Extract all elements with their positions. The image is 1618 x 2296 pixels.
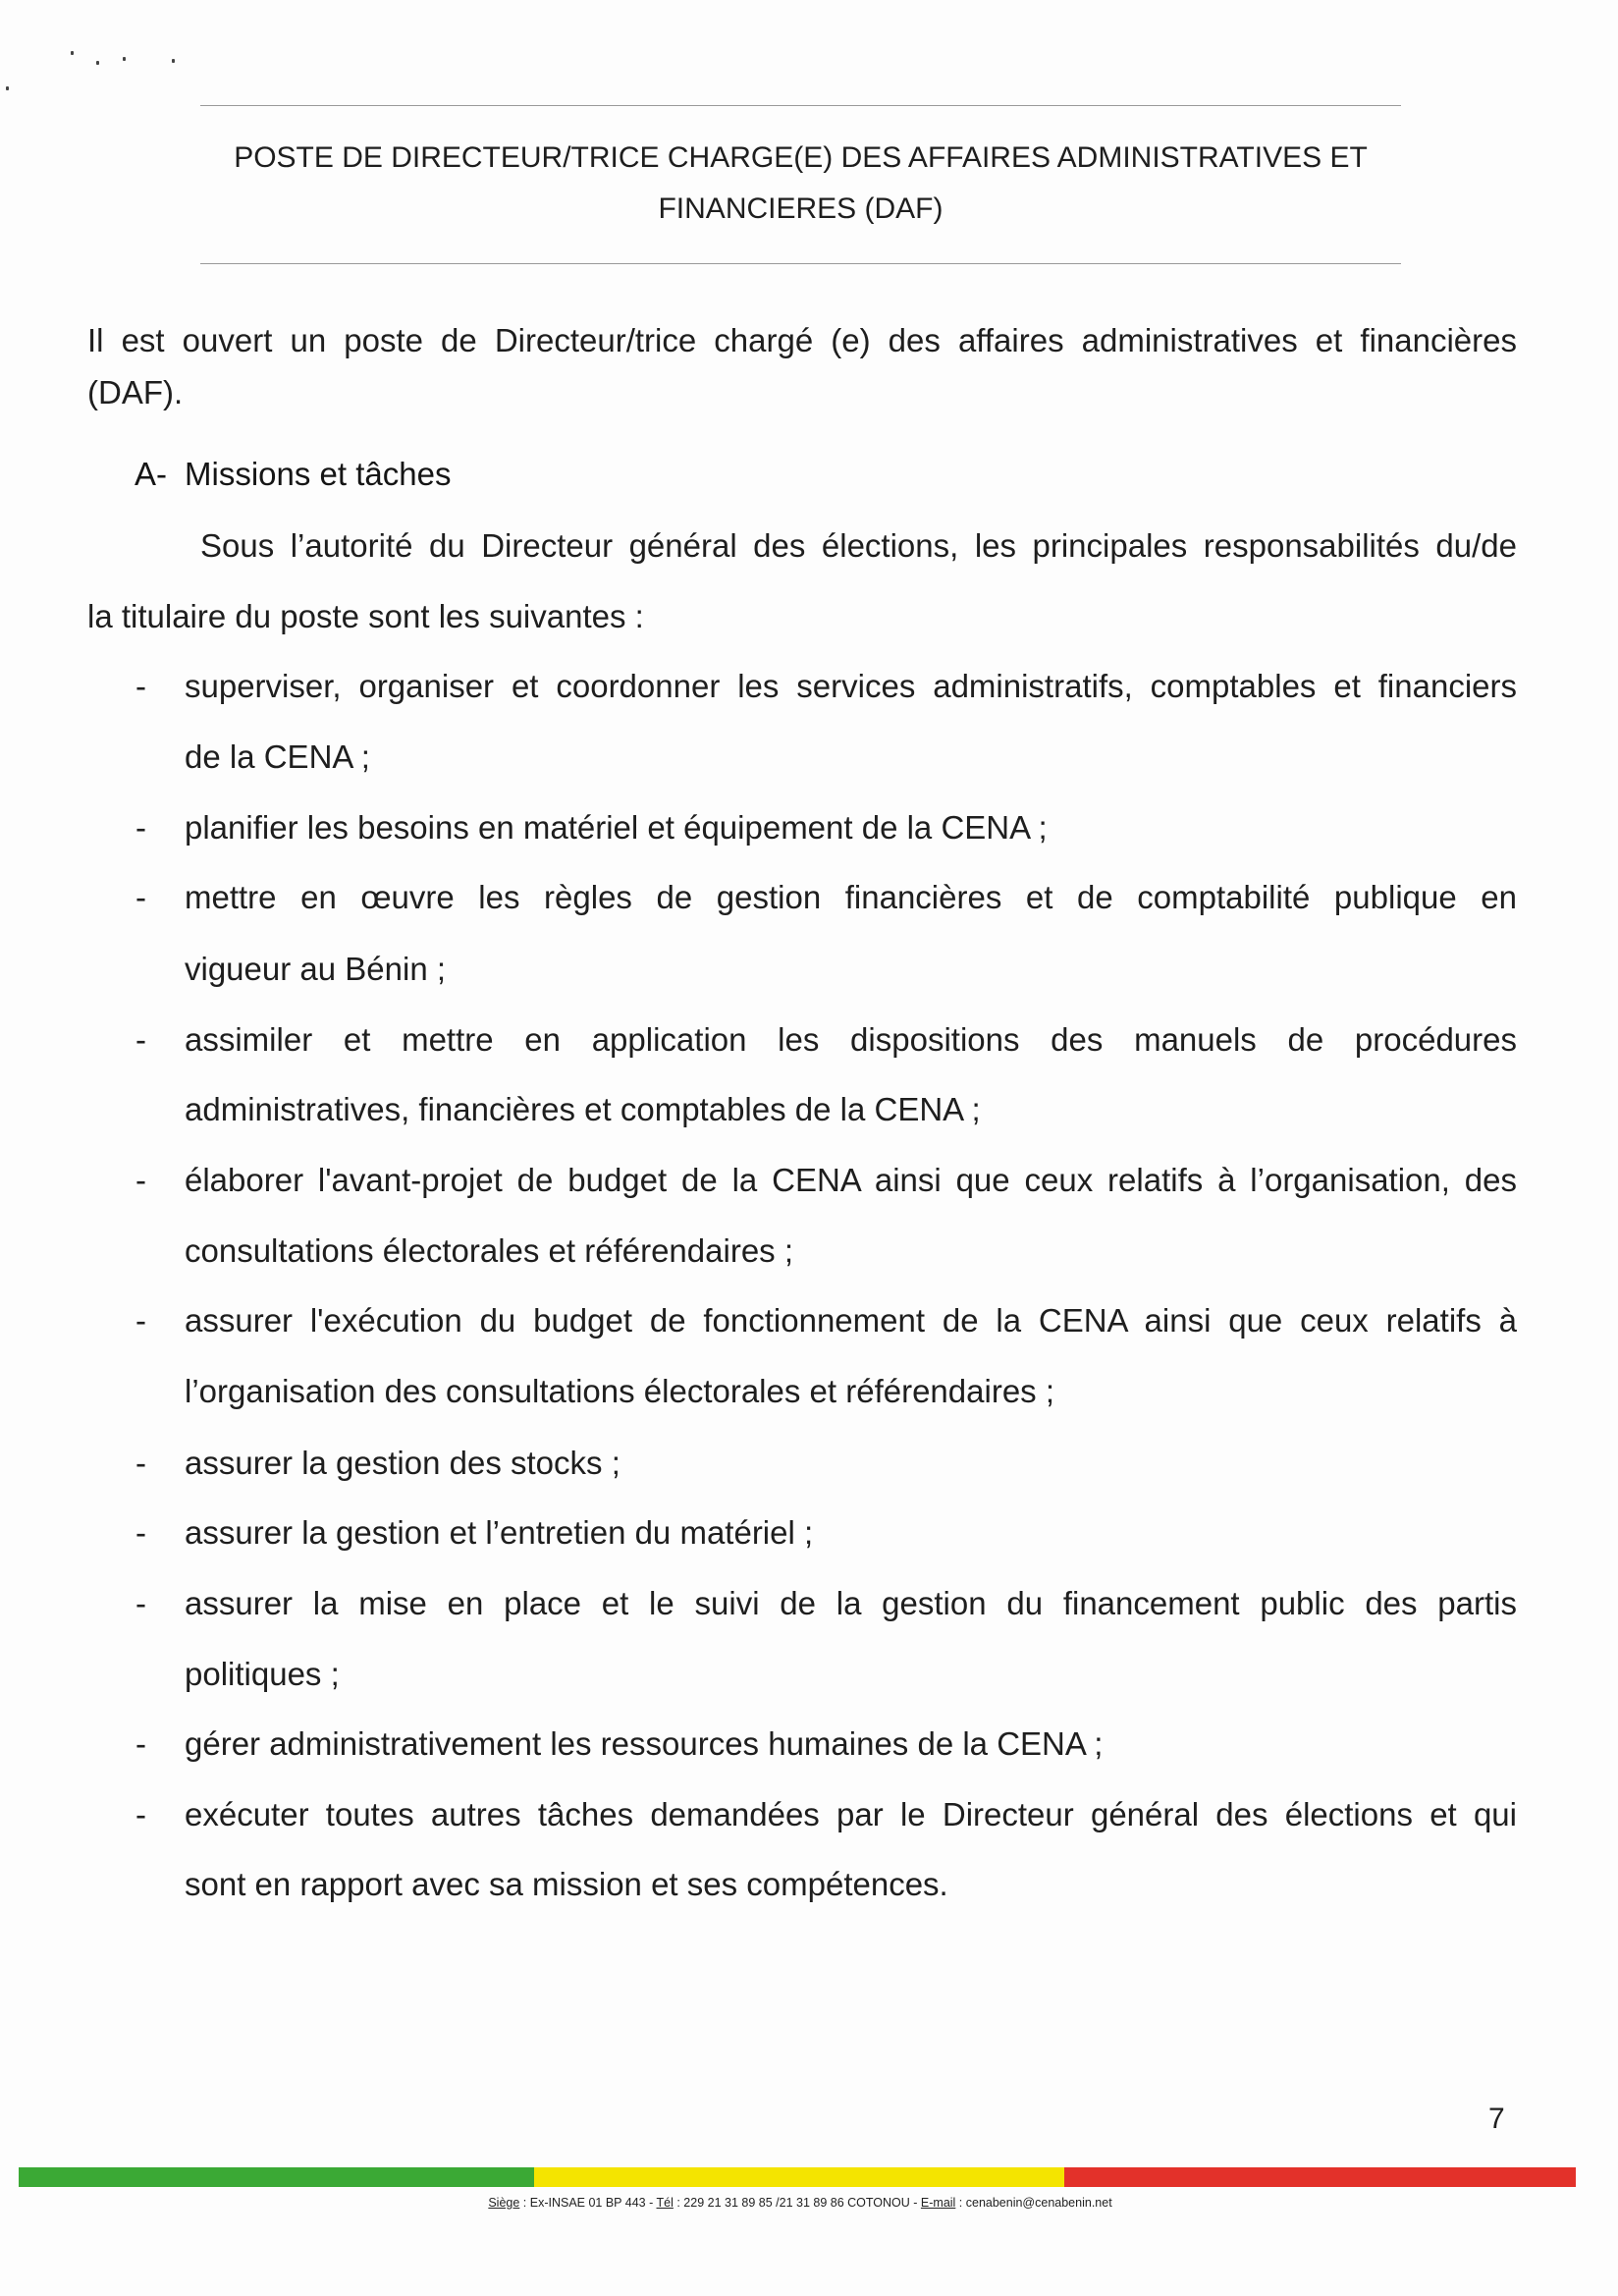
duty-line: assurer la gestion et l’entretien du matériel ; bbox=[185, 1514, 814, 1551]
duty-line: gérer administrativement les ressources humaines de la CENA ; bbox=[185, 1725, 1104, 1762]
duty-line: l’organisation des consultations électorales et référendaires ; bbox=[185, 1373, 1055, 1409]
duty-line: assurer l'exécution du budget de fonctionnement de la CENA ainsi que ceux relatifs à bbox=[185, 1302, 1517, 1339]
header-top-rule bbox=[200, 105, 1401, 106]
flag-green-band bbox=[19, 2167, 534, 2187]
bullet-dash: - bbox=[135, 1585, 146, 1621]
intro-line: Il est ouvert un poste de Directeur/trice chargé (e) des affaires administratives et financières bbox=[87, 322, 1517, 358]
header-bottom-rule bbox=[200, 263, 1401, 264]
flag-yellow-band bbox=[534, 2167, 1064, 2187]
bullet-dash: - bbox=[135, 1725, 146, 1762]
tel-text: : 229 21 31 89 85 /21 31 89 86 COTONOU - bbox=[673, 2196, 921, 2210]
bullet-dash: - bbox=[135, 1514, 146, 1551]
duty-line: de la CENA ; bbox=[185, 738, 370, 775]
lead-line: Sous l’autorité du Directeur général des élections, les principales responsabilités du/de bbox=[200, 527, 1517, 564]
scan-speck bbox=[123, 57, 126, 61]
duty-line: consultations électorales et référendaires ; bbox=[185, 1232, 794, 1269]
bullet-dash: - bbox=[135, 809, 146, 846]
bullet-dash: - bbox=[135, 668, 146, 704]
page-title-line: FINANCIERES (DAF) bbox=[658, 192, 944, 225]
lead-line: la titulaire du poste sont les suivantes : bbox=[87, 598, 644, 634]
bullet-dash: - bbox=[135, 1162, 146, 1198]
duty-line: superviser, organiser et coordonner les services administratifs, comptables et financiers bbox=[185, 668, 1517, 704]
bullet-dash: - bbox=[135, 1796, 146, 1832]
page-number: 7 bbox=[1488, 2103, 1505, 2135]
duty-line: élaborer l'avant-projet de budget de la CENA ainsi que ceux relatifs à l’organisation, des bbox=[185, 1162, 1517, 1198]
duty-line: exécuter toutes autres tâches demandées par le Directeur général des élections et qui bbox=[185, 1796, 1517, 1832]
bullet-dash: - bbox=[135, 879, 146, 915]
section-marker: A- bbox=[135, 456, 167, 492]
email-label: E-mail bbox=[920, 2196, 956, 2210]
duty-line: assimiler et mettre en application les dispositions des manuels de procédures bbox=[185, 1021, 1517, 1058]
page-title-line: POSTE DE DIRECTEUR/TRICE CHARGE(E) DES AFFAIRES ADMINISTRATIVES ET bbox=[234, 141, 1368, 174]
flag-red-band bbox=[1064, 2167, 1576, 2187]
duty-line: vigueur au Bénin ; bbox=[185, 951, 447, 987]
section-heading-text: Missions et tâches bbox=[185, 456, 452, 492]
duty-line: mettre en œuvre les règles de gestion financières et de comptabilité publique en bbox=[185, 879, 1517, 915]
bullet-dash: - bbox=[135, 1021, 146, 1058]
scan-speck bbox=[96, 61, 99, 65]
scan-speck bbox=[71, 51, 74, 55]
footer-contact bbox=[295, 2194, 1306, 2212]
email-text: : cenabenin@cenabenin.net bbox=[955, 2196, 1112, 2210]
tel-label: Tél bbox=[656, 2196, 674, 2210]
duty-line: administratives, financières et comptables de la CENA ; bbox=[185, 1091, 981, 1127]
scan-speck bbox=[6, 86, 9, 90]
duty-line: assurer la mise en place et le suivi de la gestion du financement public des partis bbox=[185, 1585, 1517, 1621]
duty-line: planifier les besoins en matériel et équipement de la CENA ; bbox=[185, 809, 1048, 846]
scan-speck bbox=[172, 59, 175, 63]
duty-line: sont en rapport avec sa mission et ses compétences. bbox=[185, 1866, 948, 1902]
bullet-dash: - bbox=[135, 1445, 146, 1481]
duty-line: politiques ; bbox=[185, 1656, 340, 1692]
siege-text: : Ex-INSAE 01 BP 443 - bbox=[519, 2196, 657, 2210]
bullet-dash: - bbox=[135, 1302, 146, 1339]
duty-line: assurer la gestion des stocks ; bbox=[185, 1445, 620, 1481]
siege-label: Siège bbox=[488, 2196, 520, 2210]
intro-line: (DAF). bbox=[87, 374, 184, 410]
